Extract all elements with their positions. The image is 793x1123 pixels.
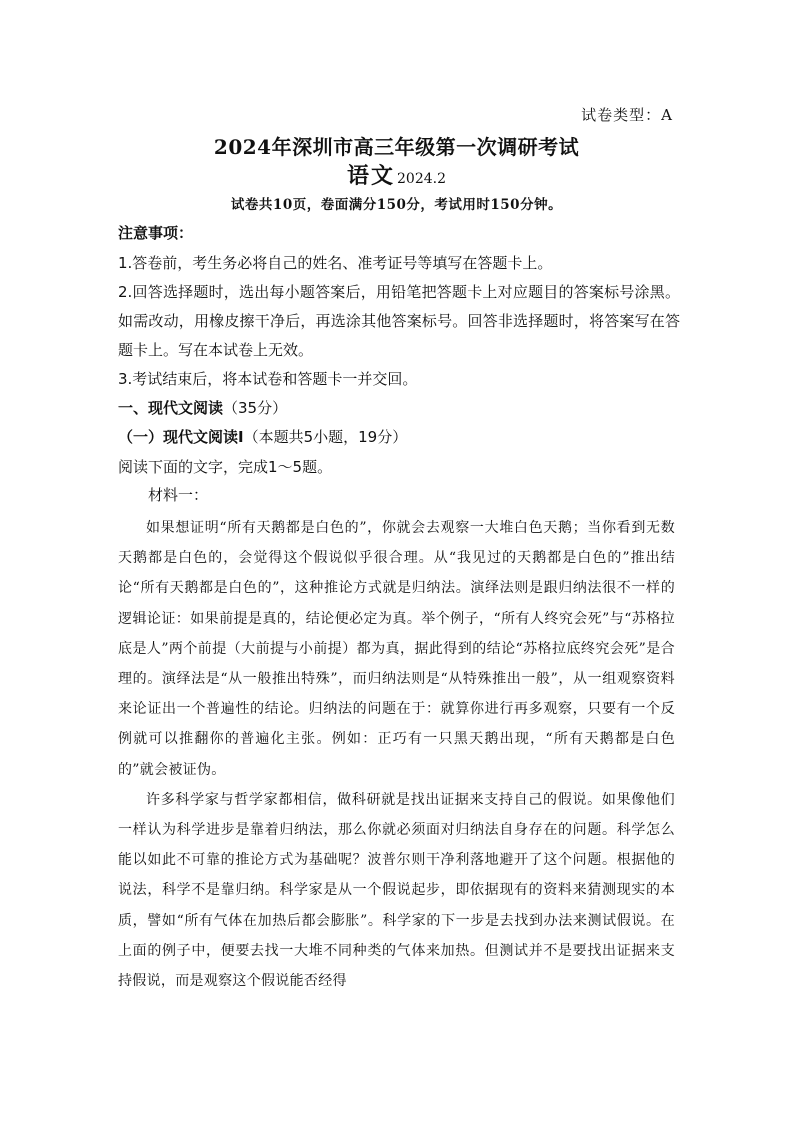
notice-block bbox=[118, 222, 680, 394]
subsection-title-text: （一）现代文阅读Ⅰ bbox=[118, 428, 244, 446]
exam-title: 2024年深圳市高三年级第一次调研考试 bbox=[213, 135, 580, 159]
passage-paragraph: 如果想证明“所有天鹅都是白色的”，你就会去观察一大堆白色天鹅；当你看到无数天鹅都是白色的，会觉得这个假说似乎很合理。从“我见过的天鹅都是白色的”推出结论“所有天鹅都是白色的”，这种推论方式就是归纳法。演绎法则是跟归纳法很不一样的逻辑论证：如果前提是真的，结论便必定为真。举个例子，“所有人终究会死”与“苏格拉底是人”两个前提（大前提与小前提）都为真，据此得到的结论“苏格拉底终究会死”是合理的。演绎法是“从一般推出特殊”，而归纳法则是“从特殊推出一般”，从一组观察资料来论证出一个普遍性的结论。归纳法的问题在于：就算你进行再多观察，只要有一个反例就可以推翻你的普遍化主张。例如：正巧有一只黑天鹅出现，“所有天鹅都是白色的”就会被证伪。 bbox=[118, 520, 675, 778]
material-label: 材料一： bbox=[148, 486, 209, 504]
subsection-note: （本题共5小题，19分） bbox=[243, 428, 408, 446]
notice-item: 2.回答选择题时，选出每小题答案后，用铅笔把答题卡上对应题目的答案标号涂黑。如需改动，用橡皮擦干净后，再选涂其他答案标号。回答非选择题时，将答案写在答题卡上。写在本试卷上无效。 bbox=[118, 283, 680, 359]
section-title bbox=[118, 397, 287, 418]
reading-instruction: 阅读下面的文字，完成1～5题。 bbox=[118, 458, 333, 476]
exam-date: 2024.2 bbox=[397, 171, 446, 187]
section-score: （35分） bbox=[223, 399, 288, 417]
notice-item: 1.答卷前，考生务必将自己的姓名、准考证号等填写在答题卡上。 bbox=[118, 254, 553, 272]
subject-name: 语文 bbox=[346, 163, 395, 189]
passage bbox=[118, 513, 675, 996]
notice-item: 3.考试结束后，将本试卷和答题卡一并交回。 bbox=[118, 370, 418, 388]
section-title-text: 一、现代文阅读 bbox=[118, 399, 224, 417]
exam-info: 试卷共10页，卷面满分150分，考试用时150分钟。 bbox=[230, 197, 563, 213]
passage-paragraph: 许多科学家与哲学家都相信，做科研就是找出证据来支持自己的假说。如果像他们一样认为科学进步是靠着归纳法，那么你就必须面对归纳法自身存在的问题。科学怎么能以如此不可靠的推论方式为基础呢？波普尔则干净利落地避开了这个问题。根据他的说法，科学不是靠归纳。科学家是从一个假说起步，即依据现有的资料来猜测现实的本质，譬如“所有气体在加热后都会膨胀”。科学家的下一步是去找到办法来测试假说。在上面的例子中，便要去找一大堆不同种类的气体来加热。但测试并不是要找出证据来支持假说，而是观察这个假说能否经得 bbox=[118, 791, 675, 990]
notice-heading: 注意事项： bbox=[118, 224, 194, 242]
subject-line bbox=[0, 159, 793, 190]
paper-type-label: 试卷类型：A bbox=[581, 106, 673, 124]
subsection-title bbox=[118, 426, 407, 447]
